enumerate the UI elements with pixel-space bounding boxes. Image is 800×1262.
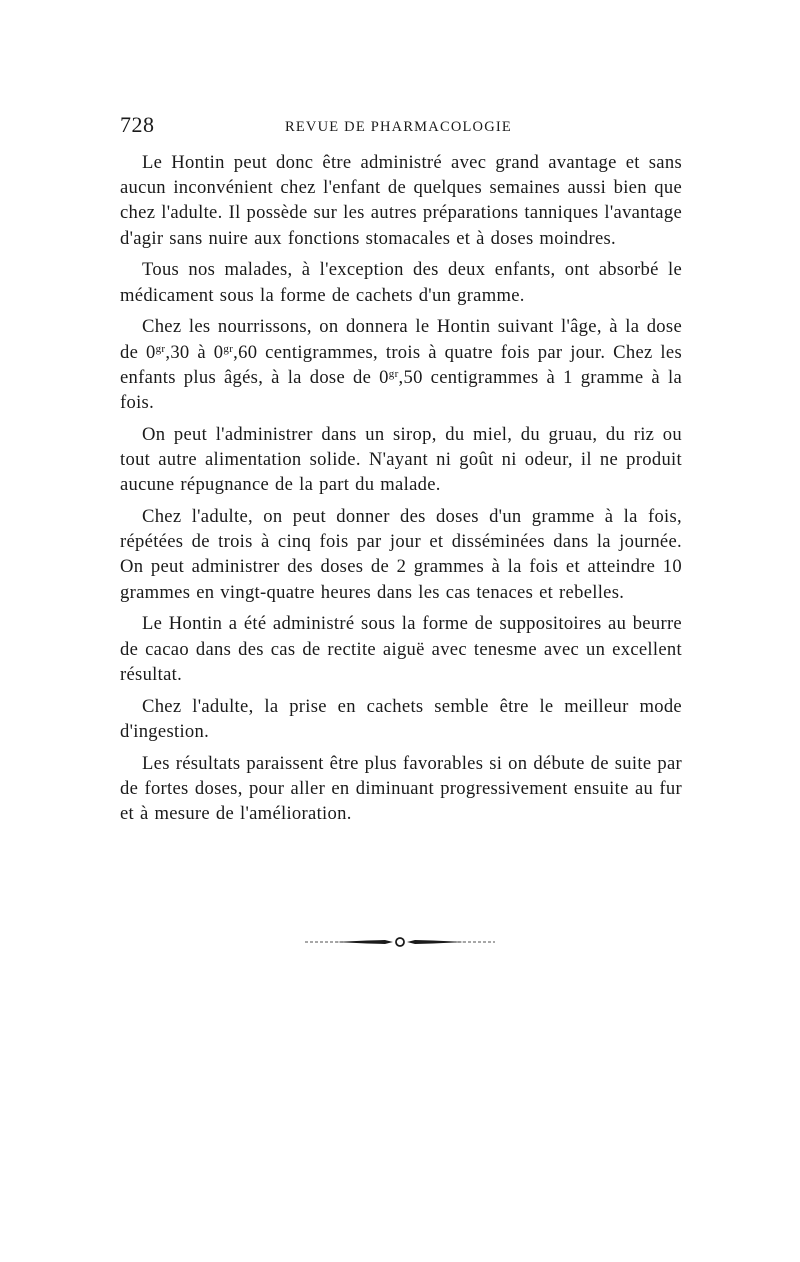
paragraph-8: Les résultats paraissent être plus favorables si on débute de suite par de fortes doses, pour aller en diminuant progressivement ensuite au fur et à mesure de l'amélioration. — [120, 752, 682, 825]
page-number: 728 — [120, 112, 155, 137]
paragraph-2: Tous nos malades, à l'exception des deux enfants, ont absorbé le médicament sous la forme de cachets d'un gramme. — [120, 259, 682, 306]
paragraph-1: Le Hontin peut donc être administré avec grand avantage et sans aucun inconvénient chez l'enfant de quelques semaines aussi bien que chez l'adulte. Il possède sur les autres préparations tanniques l'avantage d'agir sans nuire aux fonctions stomacales et à doses moindres. — [120, 152, 682, 249]
dose-text-3: ,60 centigrammes, trois à quatre fois par jour. Chez les enfants plus âgés, à la dose de 0 — [120, 341, 682, 388]
dose-text-4: ,50 centigrammes à 1 gramme à la fois. — [120, 366, 682, 414]
dose-text-2: ,30 à 0 — [165, 341, 224, 363]
dose-text-1: Chez les nourrissons, on donnera le Hontin suivant l'âge, à la dose de 0 — [120, 316, 682, 363]
paragraph-5: Chez l'adulte, on peut donner des doses d'un gramme à la fois, répétées de trois à cinq fois par jour et disséminées dans la journée. On peut administrer des doses de 2 grammes à la fois et atteindre 10 grammes en vingt-quatre heures dans les cas tenaces et rebelles. — [120, 506, 682, 603]
gram-abbreviation: gr — [223, 342, 234, 355]
gram-abbreviation: gr — [388, 367, 399, 380]
paragraph-6: Le Hontin a été administré sous la forme de suppositoires au beurre de cacao dans des cas de rectite aiguë avec tenesme avec un excellent résultat. — [120, 613, 682, 685]
paragraph-7: Chez l'adulte, la prise en cachets semble être le meilleur mode d'ingestion. — [120, 695, 682, 742]
end-of-article-fleuron-icon — [305, 934, 495, 950]
running-head: REVUE DE PHARMACOLOGIE — [285, 119, 512, 135]
gram-abbreviation: gr — [155, 342, 166, 355]
article-body — [120, 150, 682, 833]
paragraph-3 — [120, 314, 682, 415]
paragraph-4: On peut l'administrer dans un sirop, du miel, du gruau, du riz ou tout autre alimentation solide. N'ayant ni goût ni odeur, il ne produit aucune répugnance de la part du malade. — [120, 423, 682, 496]
page-header — [120, 112, 680, 142]
